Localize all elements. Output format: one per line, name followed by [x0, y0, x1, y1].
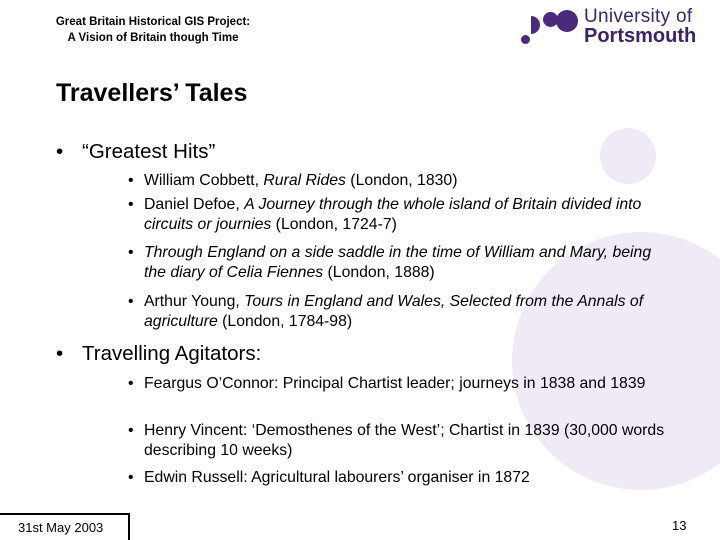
- page-number: 13: [672, 518, 687, 533]
- bullet-icon: •: [56, 140, 64, 163]
- list-item: [128, 243, 668, 283]
- list-item: [128, 195, 668, 235]
- project-header: [18, 15, 288, 46]
- bullet-icon: •: [128, 172, 134, 189]
- list-item-text: Daniel Defoe, A Journey through the whole island of Britain divided into circuits or journies (London, 1724-7): [144, 196, 642, 233]
- list-item: [128, 171, 668, 191]
- project-header-line2: A Vision of Britain though Time: [67, 31, 239, 44]
- section-heading-text: Travelling Agitators:: [82, 342, 262, 365]
- section-heading-text: “Greatest Hits”: [82, 140, 216, 163]
- list-item-text: Feargus O’Connor: Principal Chartist leader; journeys in 1838 and 1839: [144, 375, 646, 392]
- bullet-icon: •: [56, 342, 64, 365]
- list-item-text: Edwin Russell: Agricultural labourers’ organiser in 1872: [144, 469, 530, 486]
- list-item: [128, 421, 668, 461]
- logo-dot-large: [556, 10, 578, 32]
- list-item-text: Henry Vincent: ‘Demosthenes of the West’; Chartist in 1839 (30,000 words describing 10 weeks): [144, 422, 665, 459]
- slide-title: Travellers’ Tales: [56, 79, 248, 107]
- list-item-text: Through England on a side saddle in the time of William and Mary, being the diary of Celia Fiennes (London, 1888): [144, 244, 652, 281]
- logo-dot-small: [521, 35, 530, 44]
- bullet-icon: •: [128, 375, 134, 392]
- bullet-icon: •: [128, 422, 134, 439]
- bullet-icon: •: [128, 244, 134, 261]
- logo-half-circle: [531, 16, 540, 34]
- bullet-icon: •: [128, 469, 134, 486]
- logo-text-portsmouth: Portsmouth: [584, 25, 697, 47]
- project-header-line1: Great Britain Historical GIS Project:: [55, 16, 251, 28]
- footer-date: 31st May 2003: [0, 513, 130, 540]
- list-item: [128, 468, 668, 488]
- list-item: [128, 292, 668, 332]
- logo-text-university-of: University of: [584, 6, 693, 27]
- list-item: [128, 374, 668, 394]
- bullet-icon: •: [128, 196, 134, 213]
- list-item-text: Arthur Young, Tours in England and Wales, Selected from the Annals of agriculture (London, 1784-98): [144, 293, 644, 330]
- bullet-icon: •: [128, 293, 134, 310]
- list-item-text: William Cobbett, Rural Rides (London, 1830): [144, 172, 458, 189]
